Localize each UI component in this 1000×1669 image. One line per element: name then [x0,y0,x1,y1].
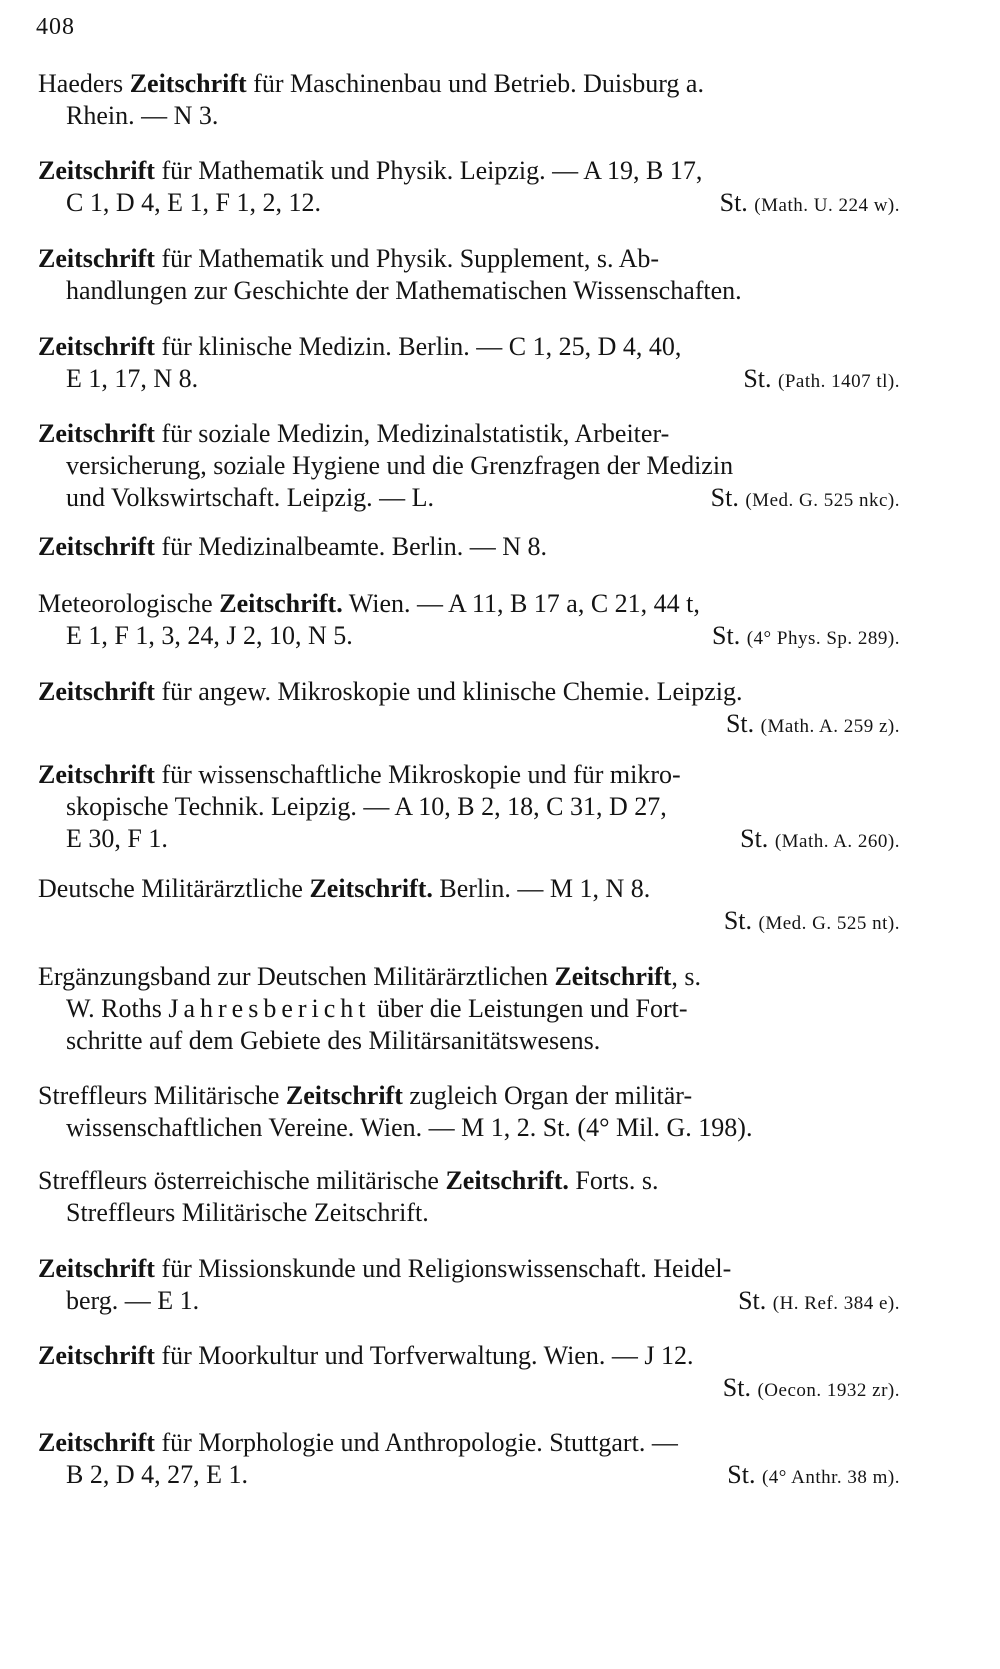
entry-text: schritte auf dem Gebiete des Militärsanitätswesens. [66,1026,601,1055]
shelf-location [726,708,900,743]
catalog-entry [38,1165,900,1229]
entry-continuation-line [38,823,900,855]
entry-text: Streffleurs Militärische Zeitschrift. [66,1198,429,1227]
entry-text: , s. [671,962,702,991]
entry-prefix-text: Haeders [38,69,130,98]
catalog-entry [38,759,900,858]
entry-text: für Missionskunde und Religionswissenschaft. Heidel- [154,1254,732,1283]
entry-continuation-line [38,791,900,823]
shelf-location [738,1285,900,1320]
entry-text: Berlin. — M 1, N 8. [432,874,651,903]
entry-keyword: Zeitschrift. [309,874,433,903]
entry-text: berg. — E 1. [66,1286,200,1315]
shelf-prefix: St. [723,906,753,935]
entry-text: Wien. — A 11, B 17 a, C 21, 44 t, [342,589,700,618]
entry-continuation-line [38,100,900,132]
entry-text: für klinische Medizin. Berlin. — C 1, 25, D 4, 40, [154,332,682,361]
entry-keyword: Zeitschrift [38,677,155,706]
entry-continuation-line [38,482,900,514]
entry-prefix-text: Deutsche Militärärztliche [38,874,310,903]
shelf-prefix: St. [725,709,755,738]
page-number: 408 [36,14,75,40]
entry-keyword: Zeitschrift [38,1341,155,1370]
shelf-mark: (H. Ref. 384 e). [772,1293,900,1314]
entry-keyword: Zeitschrift [38,419,155,448]
entry-continuation-line [38,363,900,395]
entry-keyword: Zeitschrift [38,532,155,561]
catalog-entry [38,1080,900,1144]
entry-continuation-line [38,993,900,1025]
entry-text: E 1, F 1, 3, 24, J 2, 10, N 5. [66,621,353,650]
entry-text: Rhein. — N 3. [66,101,219,130]
entry-keyword: Zeitschrift [38,332,155,361]
entry-text: C 1, D 4, E 1, F 1, 2, 12. [66,188,321,217]
entry-text: B 2, D 4, 27, E 1. [66,1460,248,1489]
entry-prefix-text: Streffleurs österreichische militärische [38,1166,446,1195]
entry-continuation-line [38,1112,900,1144]
entry-continuation-line [38,450,900,482]
shelf-mark: (4° Phys. Sp. 289). [746,628,900,649]
shelf-location [740,823,900,858]
entry-title-line [38,1165,900,1197]
entry-title-line [38,243,900,275]
entry-text: E 1, 17, N 8. [66,364,199,393]
shelf-mark: (Oecon. 1932 zr). [757,1380,900,1401]
catalog-entry [38,873,900,940]
entry-text: W. Roths [66,994,169,1023]
entry-keyword: Zeitschrift [38,760,155,789]
catalog-entry [38,331,900,398]
shelf-prefix: St. [727,1460,756,1489]
entry-continuation-line [38,1459,900,1491]
entry-text: für Maschinenbau und Betrieb. Duisburg a. [246,69,704,98]
entry-title-line [38,588,900,620]
entry-text: handlungen zur Geschichte der Mathematischen Wissenschaften. [66,276,742,305]
entry-title-line [38,1427,900,1459]
entry-text: für Morphologie und Anthropologie. Stuttgart. — [154,1428,678,1457]
catalog-entry [38,155,900,222]
entry-keyword: Zeitschrift [38,1254,155,1283]
shelf-location [711,482,900,517]
catalog-entry [38,1340,900,1407]
entry-title-line [38,961,900,993]
entry-text: für Mathematik und Physik. Supplement, s. Ab- [154,244,660,273]
catalog-entry [38,1427,900,1494]
entry-title-line [38,1253,900,1285]
entry-continuation-line [38,187,900,219]
entry-text: skopische Technik. Leipzig. — A 10, B 2, 18, C 31, D 27, [66,792,667,821]
entry-title-line [38,1340,900,1372]
entry-text: E 30, F 1. [66,824,168,853]
entry-keyword: Zeitschrift. [445,1166,569,1195]
entry-text: für Moorkultur und Torfverwaltung. Wien. — J 12. [154,1341,694,1370]
shelf-location [712,620,900,655]
shelf-mark: (Med. G. 525 nt). [758,913,900,934]
shelf-mark: (Path. 1407 tl). [778,371,900,392]
shelf-location [727,1459,900,1494]
entry-text: für angew. Mikroskopie und klinische Chemie. Leipzig. [154,677,743,706]
entry-title-line [38,1080,900,1112]
shelf-mark: (Math. A. 259 z). [760,716,900,737]
entry-spaced-title: Jahresbericht [168,994,371,1023]
entry-text: für Mathematik und Physik. Leipzig. — A 19, B 17, [154,156,703,185]
shelf-prefix: St. [722,1373,751,1402]
entry-prefix-text: Streffleurs Militärische [38,1081,286,1110]
entry-title-line [38,418,900,450]
entry-keyword: Zeitschrift [285,1081,403,1110]
catalog-entry [38,1253,900,1320]
shelf-location [724,905,900,940]
shelf-prefix: St. [740,824,769,853]
entry-text: über die Leistungen und Fort- [370,994,688,1023]
shelf-prefix: St. [738,1286,767,1315]
shelf-prefix: St. [712,621,741,650]
entry-keyword: Zeitschrift. [219,589,343,618]
entry-continuation-line [38,620,900,652]
entry-continuation-line [38,1025,900,1057]
entry-text: zugleich Organ der militär- [402,1081,693,1110]
entry-title-line [38,676,900,708]
entry-title-line [38,331,900,363]
entry-keyword: Zeitschrift [38,156,155,185]
shelf-location [723,1372,900,1407]
entry-continuation-line [38,275,900,307]
shelf-mark: (Med. G. 525 nkc). [745,490,900,511]
entry-text: für soziale Medizin, Medizinalstatistik, Arbeiter- [154,419,670,448]
shelf-prefix: St. [719,188,748,217]
entry-prefix-text: Ergänzungsband zur Deutschen Militärärztlichen [38,962,555,991]
catalog-entry [38,418,900,517]
entry-title-line [38,68,900,100]
entry-continuation-line [38,1197,900,1229]
shelf-prefix: St. [710,483,739,512]
catalog-entry [38,243,900,307]
entry-title-line [38,155,900,187]
shelf-prefix: St. [743,364,772,393]
entry-text: und Volkswirtschaft. Leipzig. — L. [66,483,435,512]
entry-keyword: Zeitschrift [129,69,247,98]
catalog-entry [38,588,900,655]
shelf-location [743,363,900,398]
entry-title-line [38,531,900,563]
catalog-entry [38,676,900,743]
catalog-entry [38,531,900,563]
entry-continuation-line [38,1285,900,1317]
catalog-entry [38,961,900,1057]
entry-keyword: Zeitschrift [38,244,155,273]
shelf-mark: (Math. U. 224 w). [754,195,900,216]
entry-text: für wissenschaftliche Mikroskopie und für mikro- [154,760,681,789]
entry-title-line [38,873,900,905]
entry-keyword: Zeitschrift [38,1428,155,1457]
entry-text: für Medizinalbeamte. Berlin. — N 8. [154,532,548,561]
entry-text: Forts. s. [568,1166,659,1195]
shelf-location [720,187,900,222]
shelf-mark: (4° Anthr. 38 m). [761,1467,900,1488]
entry-title-line [38,759,900,791]
entry-text: versicherung, soziale Hygiene und die Grenzfragen der Medizin [66,451,734,480]
entry-keyword: Zeitschrift [554,962,672,991]
entry-prefix-text: Meteorologische [38,589,220,618]
entry-text: wissenschaftlichen Vereine. Wien. — M 1, 2. St. (4° Mil. G. 198). [66,1113,753,1142]
shelf-mark: (Math. A. 260). [774,831,900,852]
catalog-entry [38,68,900,132]
